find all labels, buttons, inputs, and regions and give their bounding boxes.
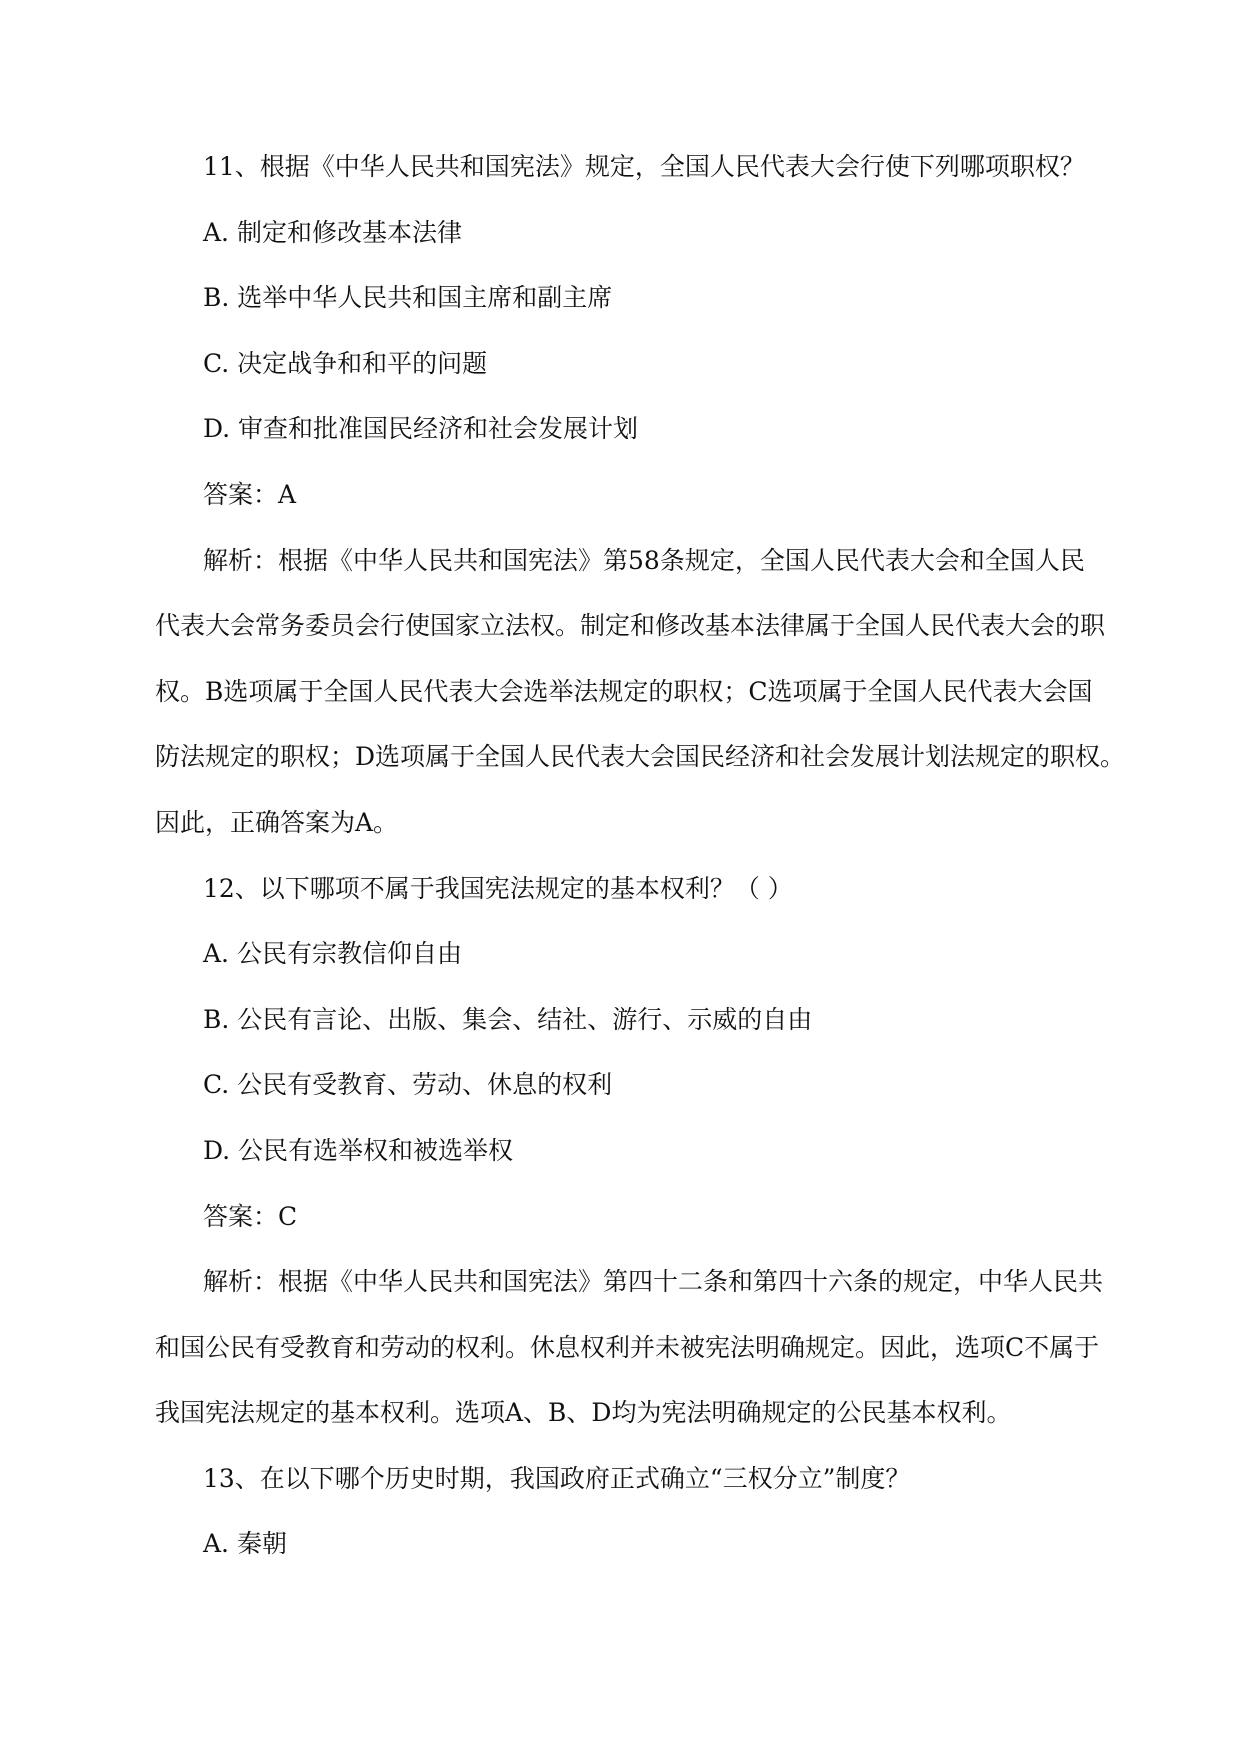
analysis-line: 解析：根据《中华人民共和国宪法》第58条规定，全国人民代表大会和全国人民 [203, 545, 1085, 575]
option-c: C. 决定战争和和平的问题 [203, 348, 488, 378]
analysis-line: 防法规定的职权；D选项属于全国人民代表大会国民经济和社会发展计划法规定的职权。 [155, 742, 1126, 772]
option-b: B. 公民有言论、出版、集会、结社、游行、示威的自由 [203, 1004, 813, 1034]
answer: 答案：C [203, 1201, 298, 1231]
option-b: B. 选举中华人民共和国主席和副主席 [203, 283, 613, 313]
option-d: D. 公民有选举权和被选举权 [203, 1135, 514, 1165]
question-text: 13、在以下哪个历史时期，我国政府正式确立“三权分立”制度？ [203, 1463, 911, 1493]
analysis-line: 因此，正确答案为A。 [155, 807, 399, 837]
option-a: A. 公民有宗教信仰自由 [203, 939, 462, 969]
option-d: D. 审查和批准国民经济和社会发展计划 [203, 414, 639, 444]
document-page [155, 150, 1126, 1593]
question-text: 11、根据《中华人民共和国宪法》规定，全国人民代表大会行使下列哪项职权？ [203, 152, 1085, 181]
analysis-line: 我国宪法规定的基本权利。选项A、B、D均为宪法明确规定的公民基本权利。 [155, 1398, 1012, 1428]
question-text: 12、以下哪项不属于我国宪法规定的基本权利？（ ） [203, 873, 793, 903]
analysis-line: 解析：根据《中华人民共和国宪法》第四十二条和第四十六条的规定，中华人民共 [203, 1267, 1104, 1297]
question-11 [155, 150, 1126, 872]
option-a: A. 制定和修改基本法律 [203, 217, 462, 247]
question-12 [155, 872, 1105, 1462]
analysis-line: 权。B选项属于全国人民代表大会选举法规定的职权；C选项属于全国人民代表大会国 [155, 676, 1093, 706]
answer: 答案：A [203, 479, 297, 509]
option-a: A. 秦朝 [203, 1529, 287, 1559]
analysis-line: 和国公民有受教育和劳动的权利。休息权利并未被宪法明确规定。因此，选项C不属于 [155, 1332, 1100, 1362]
analysis-line: 代表大会常务委员会行使国家立法权。制定和修改基本法律属于全国人民代表大会的职 [155, 611, 1106, 641]
question-13 [155, 1462, 1105, 1593]
option-c: C. 公民有受教育、劳动、休息的权利 [203, 1070, 613, 1100]
